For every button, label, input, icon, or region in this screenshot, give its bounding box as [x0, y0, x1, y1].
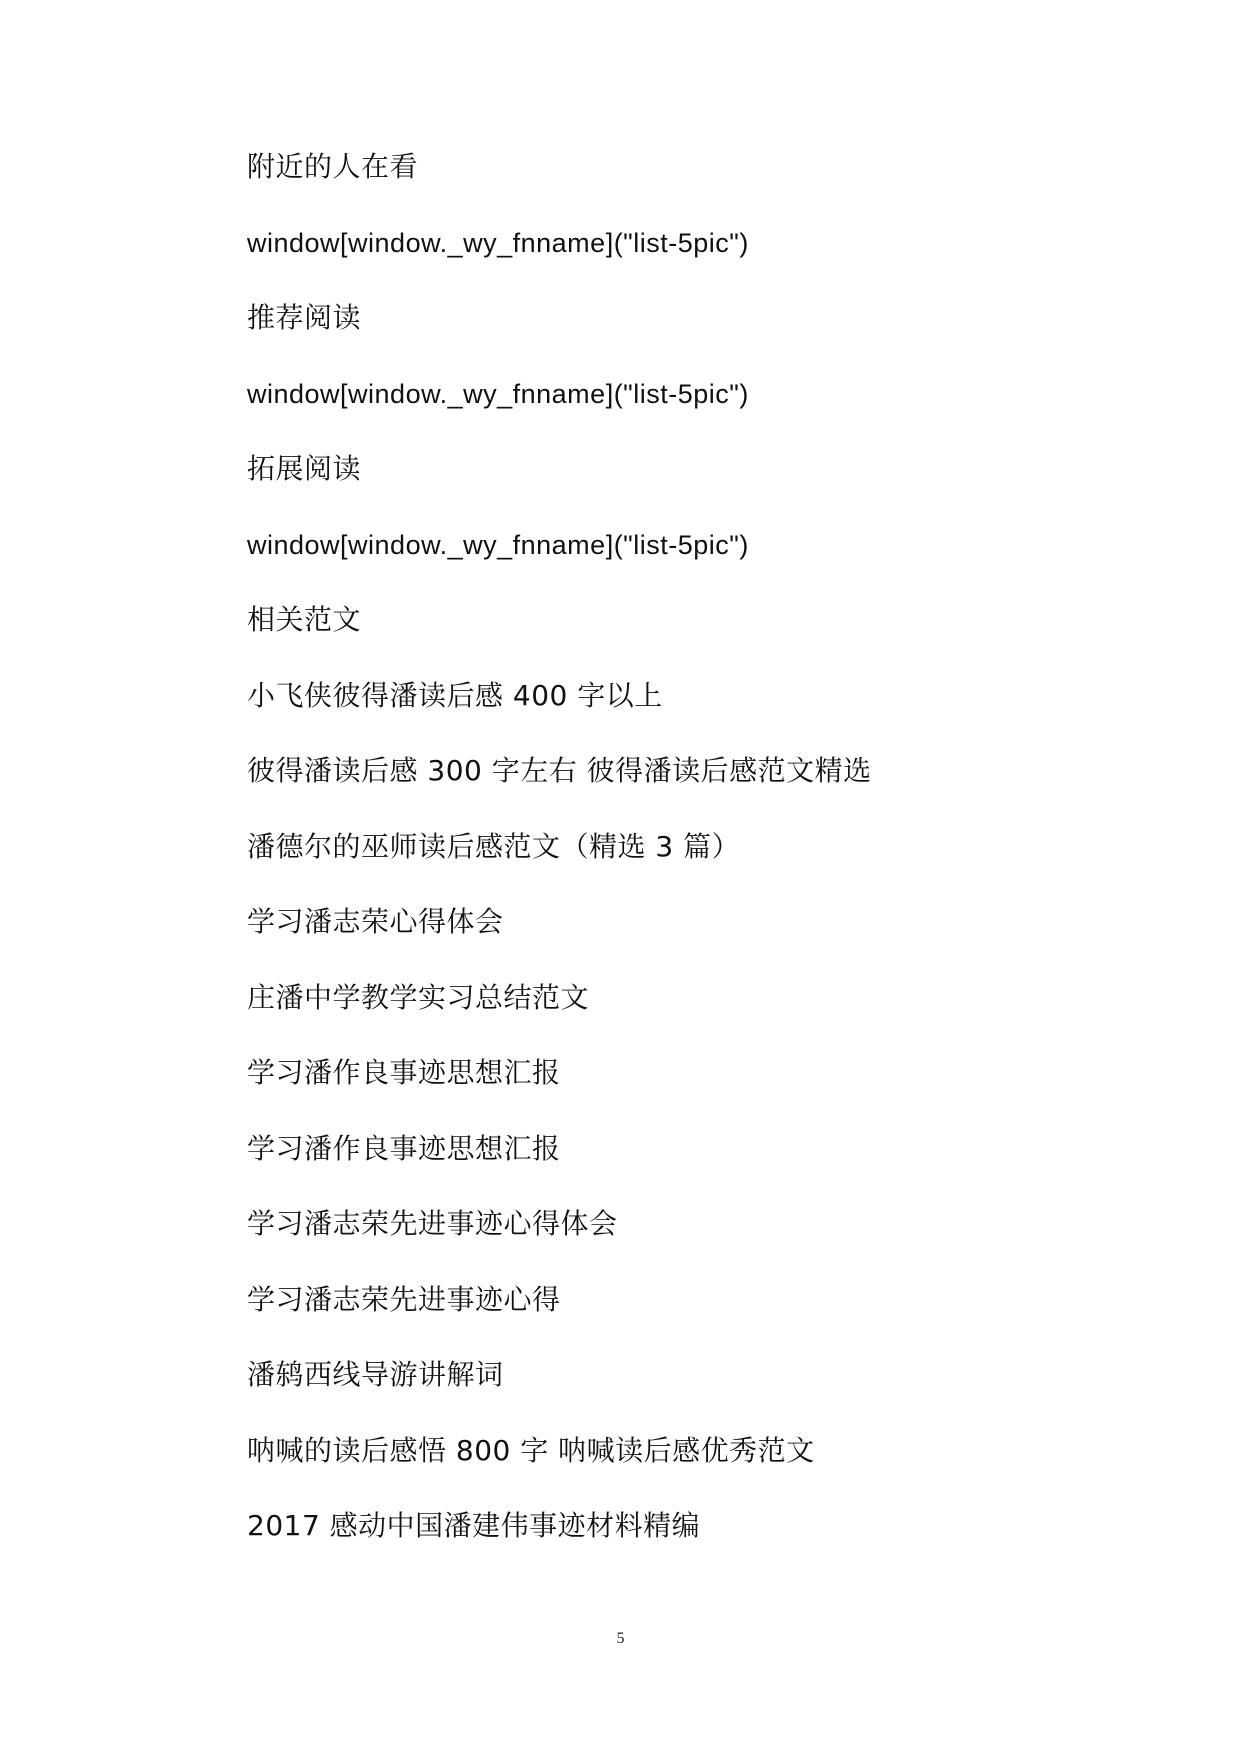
- related-article-link[interactable]: 学习潘志荣先进事迹心得体会: [247, 1207, 618, 1240]
- related-article-link[interactable]: 潘德尔的巫师读后感范文（精选 3 篇）: [247, 829, 741, 863]
- section-heading-nearby: 附近的人在看: [247, 150, 419, 183]
- script-placeholder-text: window[window._wy_fnname]("list-5pic"): [247, 227, 749, 258]
- section-heading-extended: 拓展阅读: [247, 452, 362, 485]
- related-article-link[interactable]: 彼得潘读后感 300 字左右 彼得潘读后感范文精选: [247, 754, 872, 787]
- script-placeholder-text: window[window._wy_fnname]("list-5pic"): [247, 378, 749, 409]
- related-article-link[interactable]: 学习潘作良事迹思想汇报: [247, 1056, 561, 1089]
- related-article-link[interactable]: 呐喊的读后感悟 800 字 呐喊读后感优秀范文: [247, 1433, 815, 1467]
- script-placeholder-text: window[window._wy_fnname]("list-5pic"): [247, 529, 749, 560]
- related-article-link[interactable]: 潘鸫西线导游讲解词: [247, 1358, 504, 1391]
- page-number: 5: [616, 1630, 625, 1647]
- related-article-link[interactable]: 学习潘作良事迹思想汇报: [247, 1131, 561, 1165]
- related-article-link[interactable]: 小飞侠彼得潘读后感 400 字以上: [247, 678, 663, 712]
- section-heading-recommended: 推荐阅读: [247, 301, 362, 334]
- related-article-link[interactable]: 学习潘志荣先进事迹心得: [247, 1282, 561, 1316]
- section-heading-related: 相关范文: [247, 603, 362, 636]
- related-article-link[interactable]: 庄潘中学教学实习总结范文: [247, 980, 590, 1014]
- related-article-link[interactable]: 2017 感动中国潘建伟事迹材料精编: [247, 1509, 701, 1542]
- page-content: [247, 147, 1067, 1582]
- related-article-link[interactable]: 学习潘志荣心得体会: [247, 905, 504, 938]
